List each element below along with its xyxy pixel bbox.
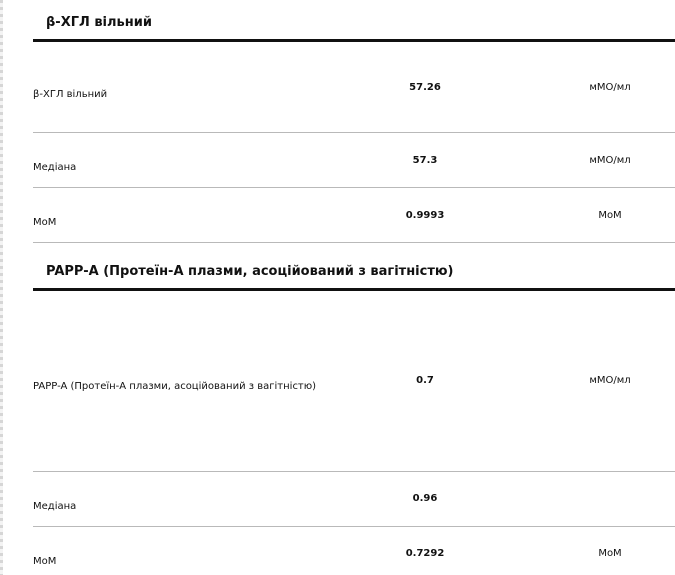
section-title: PAPP-A (Протеїн-А плазми, асоційований з вагітністю)	[46, 264, 454, 279]
row-label: Медіана	[33, 501, 77, 512]
row-divider	[33, 187, 675, 188]
row-value: 57.26	[409, 82, 441, 93]
section-divider	[33, 288, 675, 291]
scan-edge	[0, 0, 3, 575]
row-label: MoM	[33, 217, 57, 228]
row-value: 0.7292	[405, 548, 445, 559]
row-value: 0.96	[412, 493, 438, 504]
row-value: 0.9993	[405, 210, 445, 221]
row-value: 0.7	[416, 375, 434, 386]
row-divider	[33, 471, 675, 472]
row-unit: мМО/мл	[589, 155, 631, 166]
section-title: β-ХГЛ вільний	[46, 15, 152, 30]
row-divider	[33, 132, 675, 133]
row-label: Медіана	[33, 162, 77, 173]
row-label: PAPP-A (Протеїн-А плазми, асоційований з вагітністю)	[33, 381, 317, 392]
section-divider	[33, 39, 675, 42]
row-label: MoM	[33, 556, 57, 567]
row-unit: мМО/мл	[589, 375, 631, 386]
row-value: 57.3	[412, 155, 438, 166]
row-divider	[33, 242, 675, 243]
row-unit: MoM	[598, 210, 622, 221]
row-unit: мМО/мл	[589, 82, 631, 93]
row-divider	[33, 526, 675, 527]
row-unit: MoM	[598, 548, 622, 559]
row-label: β-ХГЛ вільний	[33, 89, 108, 100]
